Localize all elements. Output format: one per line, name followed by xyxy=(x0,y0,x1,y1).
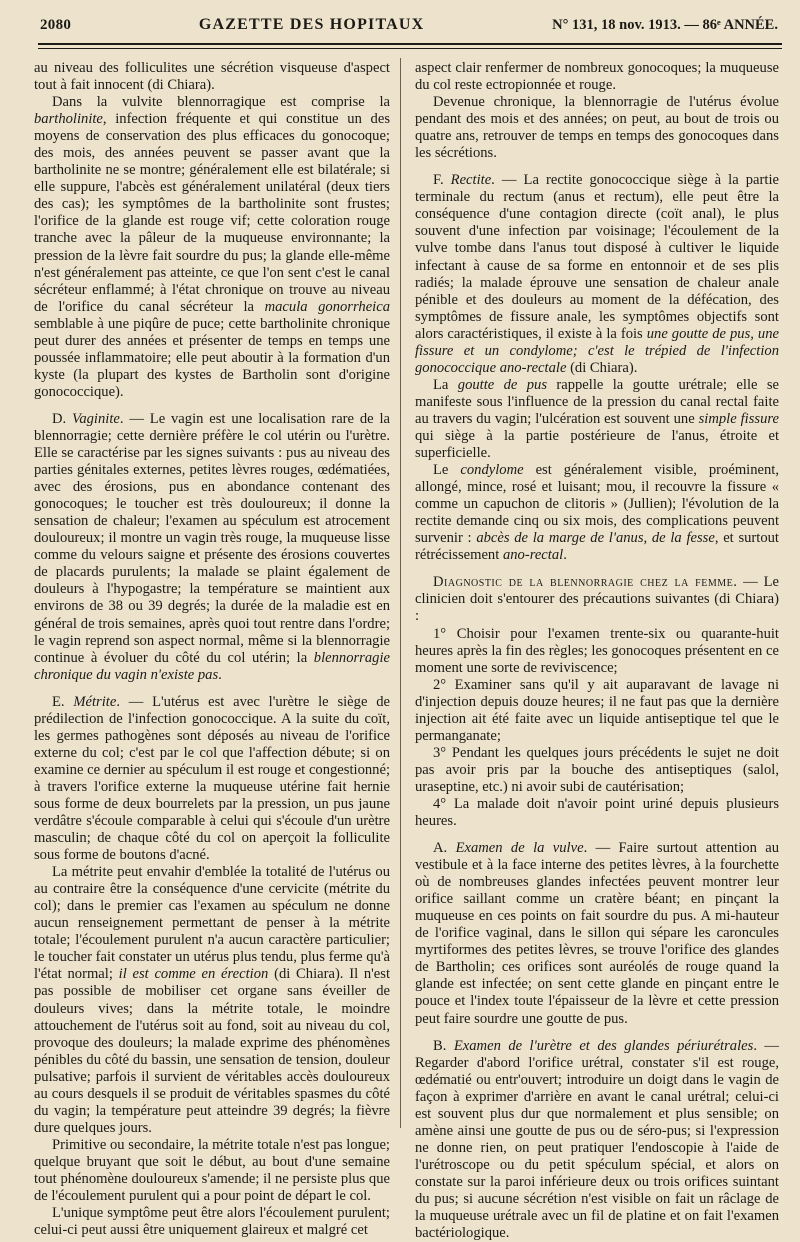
journal-title: GAZETTE DES HOPITAUX xyxy=(198,16,425,33)
paragraph: La goutte de pus rappelle la goutte urétrale; elle se manifeste sous l'influence de la pression du canal rectal faite au travers du vagin; l'ulcération est souvent une simple fissure qui siège à la partie postérieure de l'anus, étroite et superficielle. xyxy=(415,376,780,462)
section-heading: Diagnostic de la blennorragie chez la femme. xyxy=(433,574,738,591)
column-divider xyxy=(400,58,401,1128)
paragraph: L'unique symptôme peut être alors l'écoulement purulent; celui-ci peut aussi être uniquement glaireux et malgré cet xyxy=(34,1205,390,1239)
section-diagnostic: Diagnostic de la blennorragie chez la femme. — Le clinicien doit s'entourer des précautions suivantes (di Chiara) : xyxy=(415,574,779,625)
paragraph: Le condylome est généralement visible, proéminent, allongé, mince, rosé et luisant; mou, il recouvre la fissure « comme un capuchon de clitoris » (Jullien); l'évolution de la rectite demande cinq ou six mois, des complications peuvent survenir : abcès de la marge de l'anus, de la fesse, et surtout rétrécissement ano-rectal. xyxy=(415,462,779,564)
list-item: 1° Choisir pour l'examen trente-six ou quarante-huit heures après la fin des règles; les gonocoques présentent en ce moment une sorte de reviviscence; xyxy=(415,625,779,676)
right-column xyxy=(415,60,779,1242)
header-rule-thick xyxy=(38,43,782,45)
page-number: 2080 xyxy=(40,17,72,33)
paragraph: La métrite peut envahir d'emblée la totalité de l'utérus ou au contraire être la conséquence d'une cervicite (métrite du col); dans le premier cas l'examen au spéculum ne donne aucun renseignement permettant de penser à la métrite totale; l'écoulement purulent n'a aucun caractère particulier; le toucher fait constater un utérus plus tendu, plus ferme qu'à l'état normal; il est comme en érection (di Chiara). Il n'est pas possible de mobiliser cet organe sans éveiller de douleurs vives; dans la métrite totale, le moindre attouchement de l'utérus soit au fond, soit au niveau du col, provoque des douleurs; la malade exprime des phénomènes pénibles du côté du bassin, une sensation de tension, douleur pulsative; parfois il survient de véritables accès douloureux au cours desquels il se produit de véritables spasmes du côté du vagin; la température peut atteindre 39 degrés; la fièvre dure quelques jours. xyxy=(34,864,391,1136)
issue-info: N° 131, 18 nov. 1913. — 86ᵉ ANNÉE. xyxy=(552,17,778,33)
list-item: 4° La malade doit n'avoir point uriné depuis plusieurs heures. xyxy=(415,795,779,830)
paragraph-bartholinite: Dans la vulvite blennorragique est comprise la bartholinite, infection fréquente et qui constitue un des moyens de conservation des plus efficaces du gonocoque; des mois, des années peuvent se passer avant que la bartholinite ne se montre; généralement elle est bilatérale; si elle suppure, l'abcès est généralement unilatéral (deux tiers des cas); les symptômes de la bartholinite sont frustes; l'orifice de la glande est rouge vif; cette coloration rouge tranche avec la pâleur de la muqueuse environnante; la pression de la lèvre fait sourdre du pus; la glande elle-même n'est généralement pas atteinte, ce que l'on sent c'est le canal sécréteur enflammé; à l'état chronique on trouve au niveau de l'orifice du canal sécréteur la macula gonorrheica semblable à une piqûre de puce; cette bartholinite chronique peut durer des années et présenter de temps en temps une poussée inflammatoire; elle peut aboutir à la formation d'un kyste (la plupart des kystes de Bartholin sont d'origine gonococcique). xyxy=(34,94,391,400)
list-item: 3° Pendant les quelques jours précédents le sujet ne doit pas avoir pris par la bouche des antiseptiques (salol, uraseptine, etc.) ni avoir subi de cautérisation; xyxy=(415,744,779,795)
left-column xyxy=(34,60,390,1239)
paragraph: Primitive ou secondaire, la métrite totale n'est pas longue; quelque bruyant que soit le début, au bout d'une semaine tout phénomène douloureux s'amende; il ne persiste plus que de l'écoulement purulent qui a pour point de départ le col. xyxy=(34,1136,390,1205)
section-examen-uretre: B. Examen de l'urètre et des glandes périurétrales. — Regarder d'abord l'orifice urétral, constater s'il est rouge, œdématié ou entr'ouvert; introduire un doigt dans le vagin de façon à exprimer d'arrière en avant le canal urétral; celui-ci est souvent plus dur que normalement et plus sensible; on amène ainsi une goutte de pus ou de séro-pus; si l'expression ne donne rien, on peut pratiquer l'endoscopie à l'aide de l'urétroscope ou du petit spéculum spécial, et alors on constate sur la paroi inférieure deux ou trois orifices suintant du pus; si aucune sécrétion n'est visible on fait un râclage de la muqueuse urétrale avec un fil de platine et on fait l'examen bactériologique. xyxy=(415,1037,780,1242)
section-metrite: E. Métrite. — L'utérus est avec l'urètre le siège de prédilection de l'infection gonococcique. A la suite du coït, les germes pathogènes sont déposés au niveau de l'orifice externe du col; c'est par le col que l'affection débute; si on examine ce dernier au spéculum il est rouge et congestionné; à travers l'orifice externe la muqueuse utérine fait hernie sous forme de deux bourrelets par la pression, un pus jaune verdâtre s'écoule comparable à celui qui s'écoule d'un urètre masculin; de chaque côté du col on aperçoit la folliculite sous forme de boutons d'acné. xyxy=(34,693,390,864)
header-rule-thin xyxy=(38,48,782,49)
section-examen-vulve: A. Examen de la vulve. — Faire surtout attention au vestibule et à la face interne des petites lèvres, à la fourchette où de nombreuses glandes infectées peuvent montrer leur orifice saillant comme un cratère béant; en pinçant la muqueuse en ces points on fait sourdre du pus. A mi-hauteur de l'orifice vaginal, dans le sillon qui sépare les caroncules myrtiformes des petites lèvres, se trouve l'orifice des glandes de Bartholin; ces orifices sont auréolés de rouge quand la glande est infectée; on sent cette glande en pinçant entre le pouce et l'index toute l'épaisseur de la lèvre et cette pression peut faire sourdre une goutte de pus. xyxy=(415,840,780,1027)
paragraph: aspect clair renfermer de nombreux gonocoques; la muqueuse du col reste ectropionnée et rouge. xyxy=(415,60,779,94)
page-header xyxy=(40,16,778,42)
paragraph: au niveau des folliculites une sécrétion visqueuse d'aspect tout à fait innocent (di Chiara). xyxy=(34,60,390,94)
paragraph: Devenue chronique, la blennorragie de l'utérus évolue pendant des mois et des années; on peut, au bout de trois ou quatre ans, retrouver de temps en temps des gonocoques dans les sécrétions. xyxy=(415,94,779,162)
section-rectite: F. Rectite. — La rectite gonococcique siège à la partie terminale du rectum (anus et rectum), elle peut être la conséquence d'une contagion directe (coït anal), le plus souvent d'une infection par voisinage; l'écoulement de la vulve tombe dans l'anus tout disposé à cultiver le liquide infectant à cause de sa forme en entonnoir et de ses plis radiés; la malade éprouve une sensation de chaleur anale pénible et des douleurs au moment de la défécation, des symptômes de fissure anale, les symptômes objectifs sont alors caractéristiques, il existe à la fois une goutte de pus, une fissure et un condylome; c'est le trépied de l'infection gonococcique ano-rectale (di Chiara). xyxy=(415,172,779,376)
list-item: 2° Examiner sans qu'il y ait auparavant de lavage ni d'injection depuis douze heures; il ne faut pas que la dernière injection ait été faite avec un liquide antiseptique tel que le permanganate; xyxy=(415,676,779,744)
section-vaginite: D. Vaginite. — Le vagin est une localisation rare de la blennorragie; cette dernière préfère le col utérin ou l'urètre. Elle se caractérise par les signes suivants : pus au niveau des parties génitales externes, petites lèvres rouges, œdématiées, avec des érosions, pus en abondance contenant des gonocoques; le toucher est très douloureux; il donne la sensation de chaleur; l'examen au spéculum est atrocement douloureux; il montre un vagin très rouge, la muqueuse lisse comme du velours saigne et présente des érosions couvertes de placards purulents; la malade se plaint également de douleurs à l'hypogastre; la température se maintient aux environs de 38 ou 39 degrés; la durée de la maladie est en général de trois semaines, après quoi tout rentre dans l'ordre; le vagin reprend son aspect normal, même si la blennorragie continue à évoluer du côté du col utérin; la blennorragie chronique du vagin n'existe pas. xyxy=(34,410,390,683)
